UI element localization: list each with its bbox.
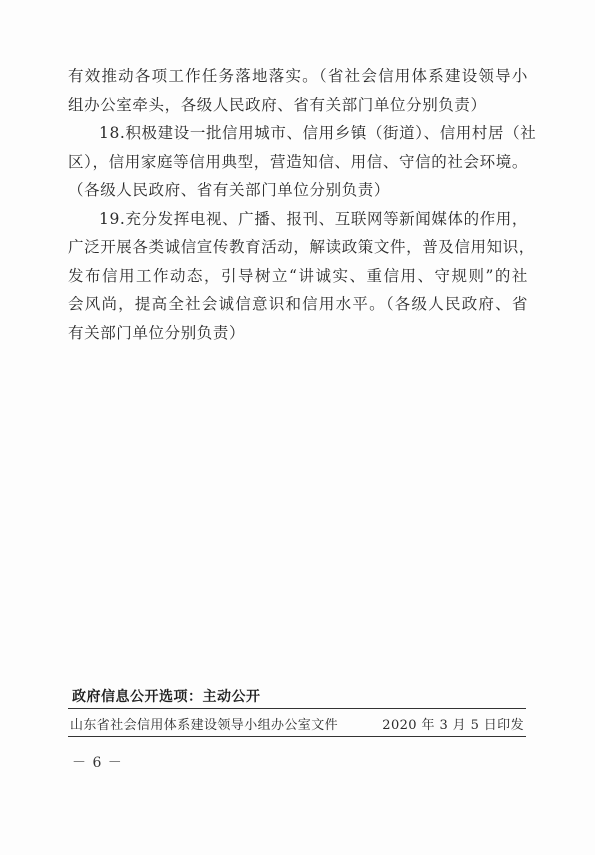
item-18-first-line: 18.积极建设一批信用城市、信用乡镇（街道）、信用村居（社 (99, 124, 537, 142)
body-line: 会风尚，提高全社会诚信意识和信用水平。（各级人民政府、省 (68, 295, 528, 313)
body-line: 组办公室牵头，各级人民政府、省有关部门单位分别负责） (68, 95, 487, 114)
issuer-name: 山东省社会信用体系建设领导小组办公室文件 (70, 718, 339, 733)
body-line: （各级人民政府、省有关部门单位分别负责） (68, 181, 391, 199)
issuer-row (70, 714, 524, 733)
disclosure-option: 政府信息公开选项：主动公开 (72, 689, 261, 705)
body-line: 有关部门单位分别负责） (68, 323, 246, 342)
footer-rule-top (68, 708, 526, 709)
page-number: － 6 － (72, 755, 123, 771)
body-line: 发布信用工作动态，引导树立“讲诚实、重信用、守规则”的社 (68, 266, 528, 285)
body-line: 区），信用家庭等信用典型，营造知信、用信、守信的社会环境。 (68, 152, 528, 171)
footer-rule-bottom (68, 736, 526, 737)
body-line: 有效推动各项工作任务落地落实。（省社会信用体系建设领导小 (68, 67, 528, 85)
body-text (68, 62, 537, 347)
item-19-first-line: 19.充分发挥电视、广播、报刊、互联网等新闻媒体的作用， (99, 209, 528, 228)
body-line: 广泛开展各类诚信宣传教育活动，解读政策文件，普及信用知识， (68, 238, 535, 256)
issue-date: 2020 年 3 月 5 日印发 (382, 718, 524, 733)
